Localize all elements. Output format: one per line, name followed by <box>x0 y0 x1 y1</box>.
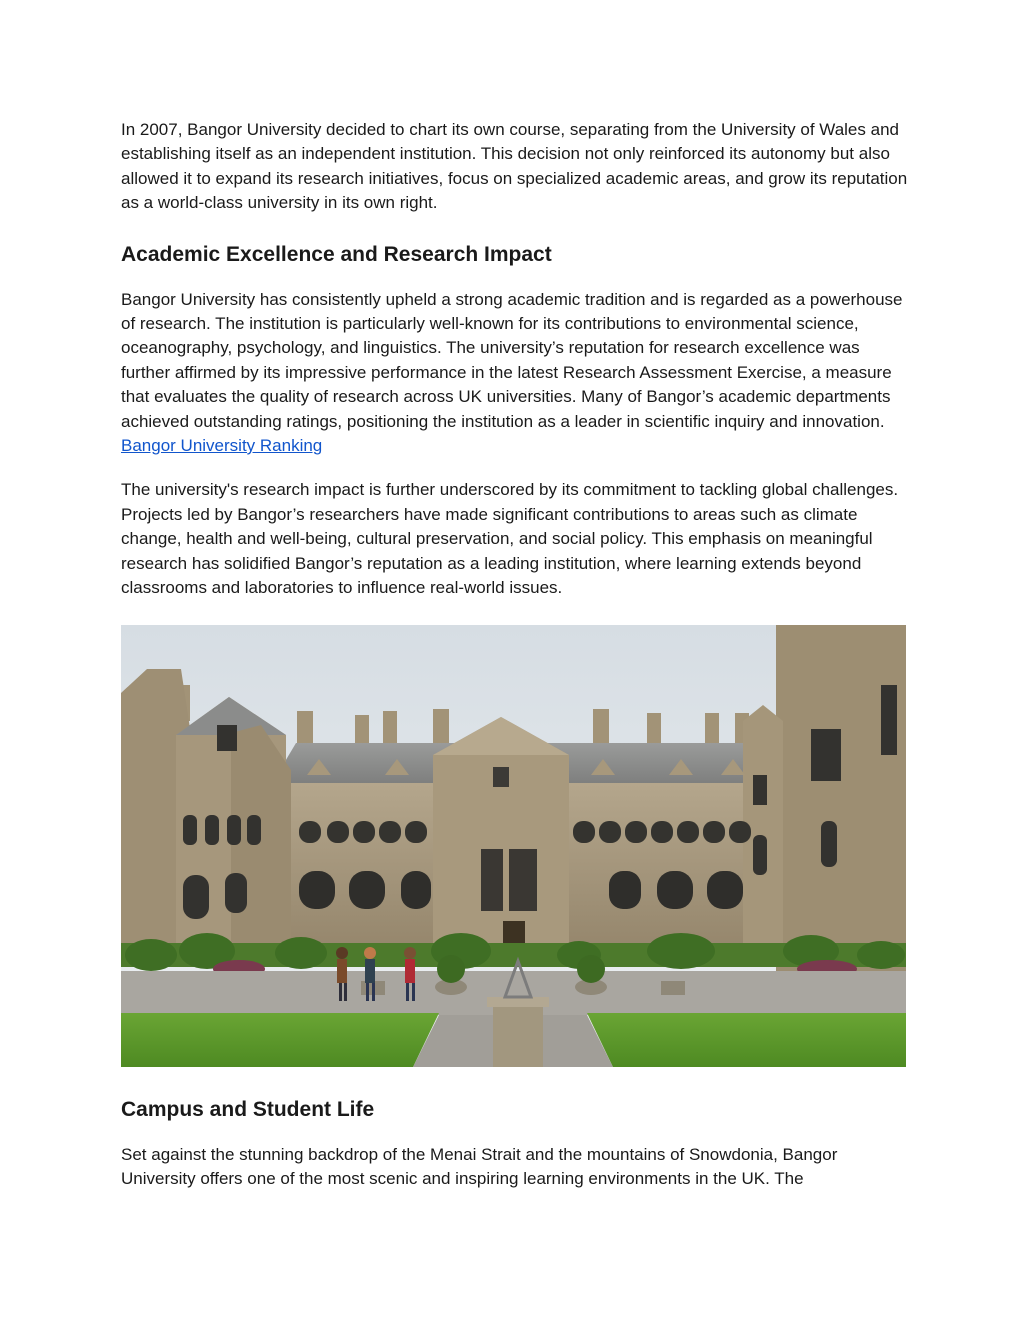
ranking-link[interactable]: Bangor University Ranking <box>121 436 323 456</box>
academic-heading: Academic Excellence and Research Impact <box>121 242 552 266</box>
academic-paragraph-1 <box>121 288 911 459</box>
campus-heading: Campus and Student Life <box>121 1097 375 1121</box>
academic-paragraph-1-text: Bangor University has consistently upheld a strong academic tradition and is regarded as a powerhouse of research. The institution is particularly well-known for its contributions to environmental science, oceanography, psychology, and linguistics. The university’s reputation for research excellence was further affirmed by its impressive performance in the latest Research Assessment Exercise, a measure that evaluates the quality of research across UK universities. Many of Bangor’s academic departments achieved outstanding ratings, positioning the institution as a leader in scientific inquiry and innovation. <box>121 289 903 431</box>
intro-paragraph: In 2007, Bangor University decided to chart its own course, separating from the University of Wales and establishing itself as an independent institution. This decision not only reinforced its autonomy but also allowed it to expand its research initiatives, focus on specialized academic areas, and grow its reputation as a world-class university in its own right. <box>121 120 908 213</box>
academic-paragraph-2: The university's research impact is further underscored by its commitment to tackling global challenges. Projects led by Bangor’s researchers have made significant contributions to areas such as climate change, health and well-being, cultural preservation, and social policy. This emphasis on meaningful research has solidified Bangor’s reputation as a leading institution, where learning extends beyond classrooms and laboratories to influence real-world issues. <box>121 480 899 598</box>
campus-quad-photo <box>121 625 906 1067</box>
campus-paragraph-1: Set against the stunning backdrop of the Menai Strait and the mountains of Snowdonia, Bangor University offers one of the most scenic and inspiring learning environments in the UK. The <box>121 1144 838 1188</box>
document-page <box>121 118 911 1191</box>
